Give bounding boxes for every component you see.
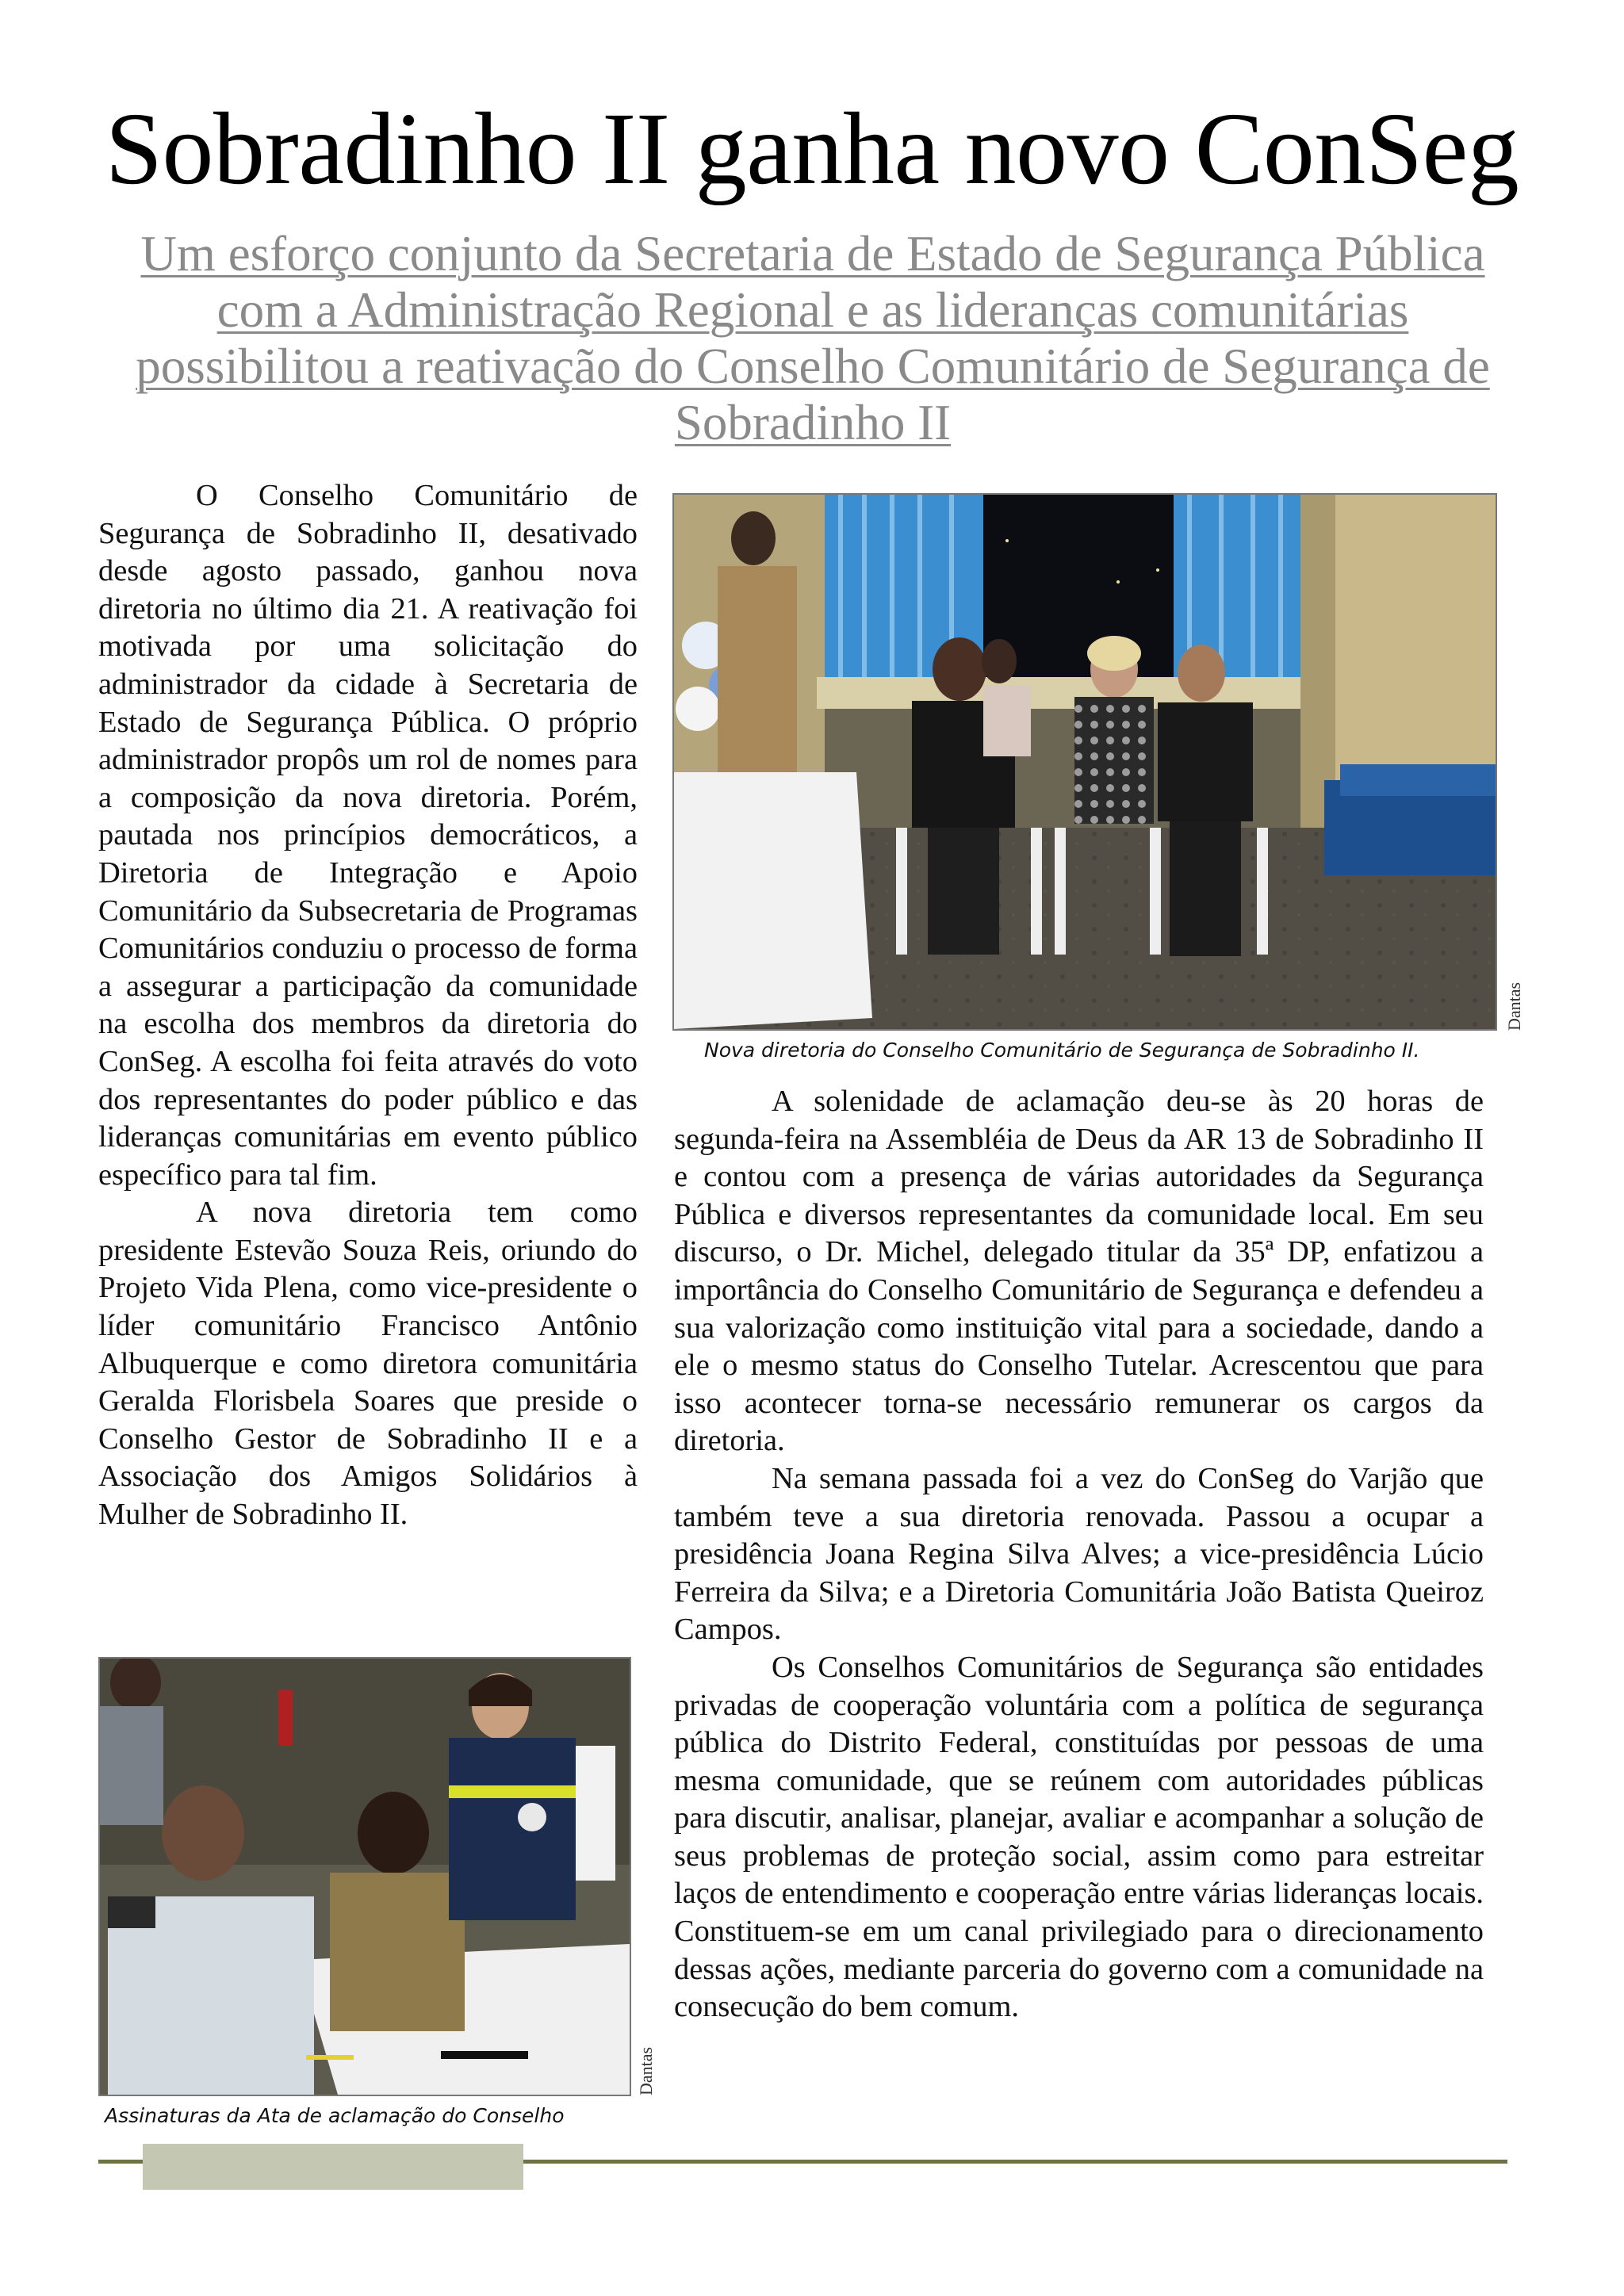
- paragraph-left-1: O Conselho Comunitário de Segurança de Sobradinho II, desativado desde agosto passado, ganhou nova diretoria no último dia 21. A reativação foi motivada por uma solicitação do administrador da cidade à Secretaria de Estado de Segurança Pública. O próprio administrador propôs um rol de nomes para a composição da nova diretoria. Porém, pautada nos princípios democráticos, a Diretoria de Integração e Apoio Comunitário da Subsecretaria de Programas Comunitários conduziu o processo de forma a assegurar a participação da comunidade na escolha dos membros da diretoria do ConSeg. A escolha foi feita através do voto dos representantes do poder público e das lideranças comunitárias em evento público específico para tal fim.: [98, 479, 638, 1192]
- photo-credit-2: Dantas: [636, 2046, 656, 2095]
- photo-caption-2: Assinaturas da Ata de aclamação do Conselho: [105, 2104, 565, 2127]
- article-subtitle: Um esforço conjunto da Secretaria de Estado de Segurança Pública com a Administração Regional e as lideranças comunitárias possibilitou a reativação do Conselho Comunitário de Segurança de Sobradinho II: [136, 226, 1490, 450]
- photo-caption-1: Nova diretoria do Conselho Comunitário de Segurança de Sobradinho II.: [704, 1039, 1420, 1062]
- left-column: [98, 477, 638, 1534]
- signing-photo: [98, 1657, 631, 2096]
- paragraph-right-2: Na semana passada foi a vez do ConSeg do Varjão que também teve a sua diretoria renovada. Passou a ocupar a presidência Joana Regina Silva Alves; a vice-presidência Lúcio Ferreira da Silva; e a Diretoria Comunitária João Batista Queiroz Campos.: [674, 1461, 1484, 1647]
- article-title: Sobradinho II ganha novo ConSeg: [105, 92, 1519, 206]
- paragraph-right-1: A solenidade de aclamação deu-se às 20 horas de segunda-feira na Assembléia de Deus da AR 13 de Sobradinho II e contou com a presença de várias autoridades da Segurança Pública e diversos representantes da comunidade local. Em seu discurso, o Dr. Michel, delegado titular da 35ª DP, enfatizou a importância do Conselho Comunitário de Segurança e defendeu a sua valorização como instituição vital para a sociedade, dando a ele o mesmo status do Conselho Tutelar. Acrescentou que para isso acontecer torna-se necessário remunerar os cargos da diretoria.: [674, 1085, 1484, 1458]
- photo-credit-1: Dantas: [1504, 982, 1524, 1031]
- signing-photo-image: [100, 1659, 630, 2095]
- board-photo-image: [674, 495, 1496, 1029]
- footer-block: [143, 2144, 523, 2190]
- paragraph-right-3: Os Conselhos Comunitários de Segurança são entidades privadas de cooperação voluntária com a política de segurança pública do Distrito Federal, constituídas por pessoas de uma mesma comunidade, que se reúnem com autoridades públicas para discutir, analisar, planejar, avaliar e acompanhar a solução de seus problemas de proteção social, assim como para estreitar laços de entendimento e cooperação entre várias lideranças locais. Constituem-se em um canal privilegiado para o direcionamento dessas ações, mediante parceria do governo com a comunidade na consecução do bem comum.: [674, 1650, 1484, 2024]
- board-photo: [672, 493, 1497, 1031]
- paragraph-left-2: A nova diretoria tem como presidente Estevão Souza Reis, oriundo do Projeto Vida Plena, como vice-presidente o líder comunitário Francisco Antônio Albuquerque e como diretora comunitária Geralda Florisbela Soares que preside o Conselho Gestor de Sobradinho II e a Associação dos Amigos Solidários à Mulher de Sobradinho II.: [98, 1196, 638, 1532]
- right-column: [674, 1083, 1484, 2026]
